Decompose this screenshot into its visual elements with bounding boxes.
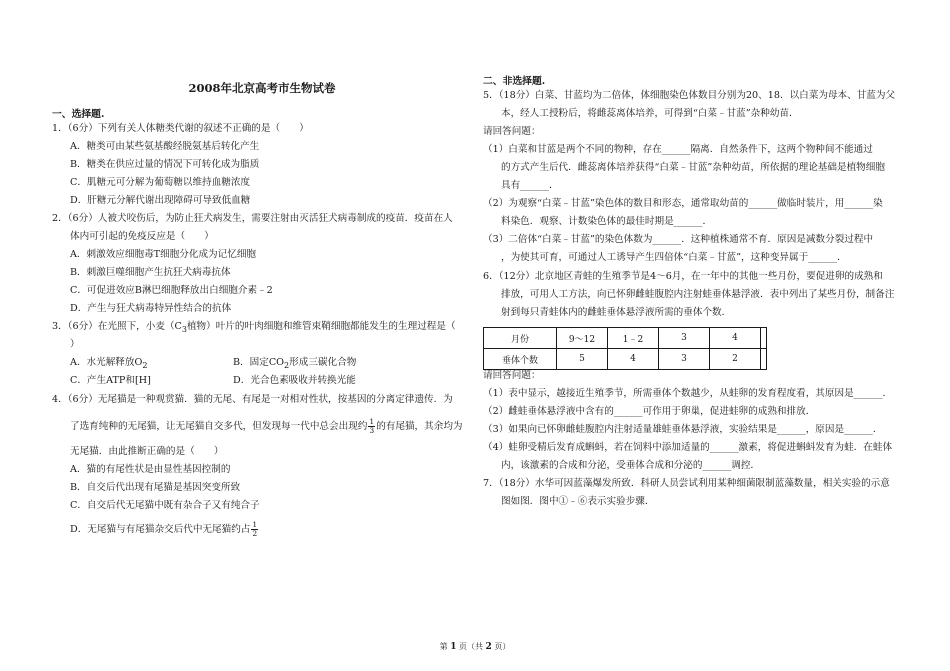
question-5-part2-line1: （2）为观察“白菜﹣甘蓝”染色体的数目和形态，通常取幼苗的______做临时装片，用______染 <box>483 198 883 209</box>
question-1-stem: 1．（6分）下列有关人体糖类代谢的叙述不正确的是（ ） <box>52 123 309 134</box>
question-3-stem-line1 <box>52 320 456 337</box>
question-4-option-b: B．自交后代出现有尾猫是基因突变所致 <box>70 482 241 493</box>
question-5-prompt: 请回答问题： <box>483 126 541 137</box>
question-5-part2-line2: 料染色．观察、计数染色体的最佳时期是______． <box>501 216 713 227</box>
table-row-months <box>484 328 767 349</box>
question-4-option-c: C．自交后代无尾猫中既有杂合子又有纯合子 <box>70 500 260 511</box>
section-heading-choice: 一、选择题. <box>52 109 105 120</box>
question-5-stem-line1: 5．（18分）白菜、甘蓝均为二倍体，体细胞染色体数目分别为20、18．以白菜为母本、甘蓝为父 <box>483 90 896 101</box>
question-3-stem-line2: ） <box>70 339 80 350</box>
table-header-cell: 月份 <box>484 328 557 349</box>
subscript: 2 <box>142 360 148 370</box>
question-2-option-d: D．产生与狂犬病毒特异性结合的抗体 <box>70 303 232 314</box>
page-number: 1 <box>450 642 457 652</box>
table-header-cell: 垂体个数 <box>484 349 557 370</box>
question-7-stem-line1: 7．（18分）水华可因蓝藻爆发所致．科研人员尝试利用某种细菌限制蓝藻数量，相关实验的示意 <box>483 478 890 489</box>
fraction-one-half <box>251 521 258 538</box>
question-1-option-b: B．糖类在供应过量的情况下可转化成为脂质 <box>70 159 260 170</box>
question-6-stem-line3: 射到每只青蛙体内的雌蛙垂体悬浮液所需的垂体个数． <box>501 307 732 318</box>
question-3-stem-part: 3．（6分）在光照下，小麦（C <box>52 321 182 332</box>
footer-text: 第 <box>439 642 448 651</box>
fraction-numerator: 1 <box>369 417 375 426</box>
question-5-part1-line1: （1）白菜和甘蓝是两个不同的物种，存在______隔离．自然条件下，这两个物种间不能通过 <box>483 144 873 155</box>
table-cell: 3 <box>659 328 710 349</box>
table-row-counts <box>484 349 767 370</box>
table-spacer-cell <box>761 328 767 349</box>
question-5-part3-line1: （3）二倍体“白菜﹣甘蓝”的染色体数为______．这种植株通常不育．原因是减数分裂过程中 <box>483 234 874 245</box>
subscript: 2 <box>284 360 290 370</box>
question-4-option-a: A．猫的有尾性状是由显性基因控制的 <box>70 464 231 475</box>
question-5-part1-line2: 的方式产生后代．雌蕊离体培养获得“白菜﹣甘蓝”杂种幼苗，所依据的理论基础是植物细胞 <box>501 162 885 173</box>
table-cell: 2 <box>710 349 761 370</box>
question-5-part1-line3: 具有______． <box>501 180 559 191</box>
pituitary-count-table <box>483 327 767 370</box>
page-footer <box>0 641 950 652</box>
question-7-stem-line2: 图如图．图中①﹣⑥表示实验步骤． <box>501 496 655 507</box>
option-text: B．固定CO <box>233 357 285 368</box>
page-title: 2008年北京高考市生物试卷 <box>188 81 336 95</box>
section-heading-nonchoice: 二、非选择题. <box>483 76 546 87</box>
question-2-option-b: B．刺激巨噬细胞产生抗狂犬病毒抗体 <box>70 267 231 278</box>
option-text: D．无尾猫与有尾猫杂交后代中无尾猫约占 <box>70 524 251 535</box>
question-2-option-a: A．刺激效应细胞毒T细胞分化成为记忆细胞 <box>70 249 257 260</box>
question-3-option-c: C．产生ATP和[H] <box>70 375 151 386</box>
question-4-option-d <box>70 521 259 538</box>
question-6-part4-line2: 内，该激素的合成和分泌，受垂体合成和分泌的______调控． <box>501 460 761 471</box>
fraction-numerator: 1 <box>252 520 258 529</box>
question-6-part1: （1）表中显示，越接近生殖季节，所需垂体个数越少，从蛙卵的发育程度看，其原因是______． <box>483 388 893 399</box>
question-3-option-a <box>70 356 147 373</box>
question-2-stem-line2: 体内可引起的免疫反应是（ ） <box>70 231 214 242</box>
table-cell: 3 <box>659 349 710 370</box>
stem-text: 的有尾猫，其余均为 <box>376 421 463 432</box>
question-3-option-d: D．光合色素吸收并转换光能 <box>233 375 356 386</box>
option-text: 形成三碳化合物 <box>289 357 357 368</box>
subscript: 3 <box>181 324 187 334</box>
question-5-stem-line2: 本，经人工授粉后，将雌蕊离体培养，可得到“白菜﹣甘蓝”杂种幼苗． <box>501 108 799 119</box>
question-6-part3: （3）如果向已怀卵雌蛙腹腔内注射适量雄蛙垂体悬浮液，实验结果是______，原因是______． <box>483 424 883 435</box>
question-4-stem-line2 <box>70 418 463 435</box>
table-cell: 1﹣2 <box>608 328 659 349</box>
question-2-stem-line1: 2．（6分）人被犬咬伤后，为防止狂犬病发生，需要注射由灭活狂犬病毒制成的疫苗．疫苗在人 <box>52 213 453 224</box>
question-1-option-a: A．糖类可由某些氨基酸经脱氨基后转化产生 <box>70 141 260 152</box>
total-pages: 2 <box>485 642 492 652</box>
question-1-option-c: C．肌糖元可分解为葡萄糖以维持血糖浓度 <box>70 177 251 188</box>
question-4-stem-line1: 4．（6分）无尾猫是一种观赏猫．猫的无尾、有尾是一对相对性状，按基因的分离定律遗传．为 <box>52 394 453 405</box>
stem-text: 了选育纯种的无尾猫，让无尾猫自交多代，但发现每一代中总会出现约 <box>70 421 368 432</box>
question-1-option-d: D．肝糖元分解代谢出现障碍可导致低血糖 <box>70 195 251 206</box>
table-cell: 4 <box>608 349 659 370</box>
question-6-stem-line2: 排放，可用人工方法，向已怀卵雌蛙腹腔内注射蛙垂体悬浮液．表中列出了某些月份，制备注 <box>501 289 895 300</box>
fraction-denominator: 2 <box>252 529 258 538</box>
option-text: A．水光解释放O <box>70 357 143 368</box>
footer-text: 页（共 <box>459 642 483 651</box>
question-6-prompt: 请回答问题： <box>483 370 541 381</box>
question-3-stem-part: 植物）叶片的叶肉细胞和维管束鞘细胞都能发生的生理过程是（ <box>186 321 456 332</box>
question-6-part2: （2）雌蛙垂体悬浮液中含有的______可作用于卵巢，促进蛙卵的成熟和排放． <box>483 406 816 417</box>
table-cell: 4 <box>710 328 761 349</box>
footer-text: 页） <box>494 642 511 651</box>
fraction-one-third <box>368 418 375 435</box>
table-spacer-cell <box>761 349 767 370</box>
question-3-option-b <box>233 356 356 373</box>
question-2-option-c: C．可促进效应B淋巴细胞释放出白细胞介素﹣2 <box>70 285 273 296</box>
question-6-part4-line1: （4）蛙卵受精后发育成蝌蚪，若在饲料中添加适量的______激素，将促进蝌蚪发育为蛙．在蛙体 <box>483 442 893 453</box>
question-6-stem-line1: 6．（12分）北京地区青蛙的生殖季节是4～6月，在一年中的其他一些月份，要促进卵的成熟和 <box>483 271 883 282</box>
question-4-stem-line3: 无尾猫．由此推断正确的是（ ） <box>70 446 224 457</box>
table-cell: 5 <box>557 349 608 370</box>
table-cell: 9～12 <box>557 328 608 349</box>
question-5-part3-line2: ，为使其可育，可通过人工诱导产生四倍体“白菜﹣甘蓝”，这种变异属于______. <box>501 252 841 263</box>
fraction-denominator: 3 <box>369 426 375 435</box>
